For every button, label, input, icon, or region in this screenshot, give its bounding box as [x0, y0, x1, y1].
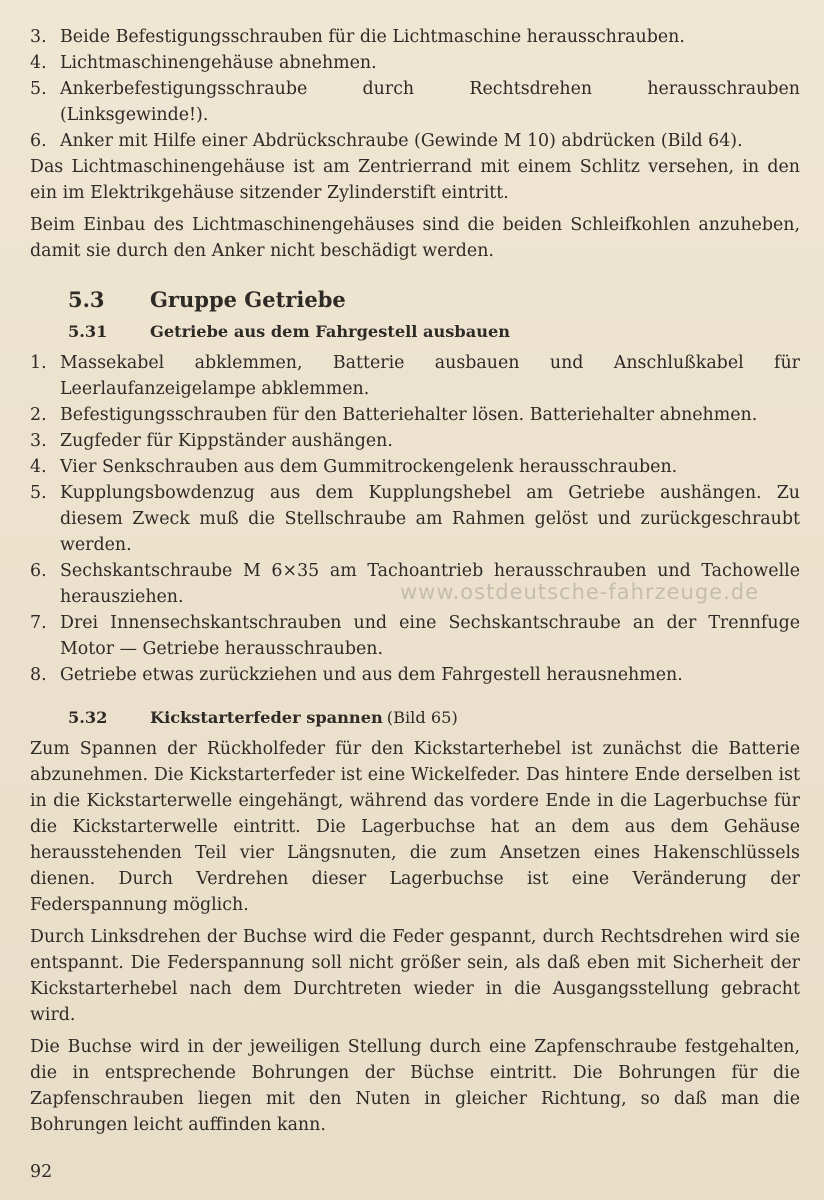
step-text: Kupplungsbowdenzug aus dem Kupplungshebel am Getriebe aushängen. Zu diesem Zweck muß die Stellschraube am Rahmen gelöst und zurückgeschraubt werden.: [60, 483, 800, 555]
step-text: Massekabel abklemmen, Batterie ausbauen und Anschlußkabel für Leerlaufanzeigelampe abklemmen.: [60, 353, 800, 399]
list-item: [30, 402, 800, 428]
removal-step-list: [30, 350, 800, 688]
subsection-heading: [68, 706, 800, 730]
list-item: [30, 454, 800, 480]
subsection-number: 5.32: [68, 708, 108, 727]
section-number: 5.3: [68, 287, 105, 312]
intro-step-list: [30, 24, 800, 154]
page-number: 92: [30, 1162, 53, 1182]
subsection-number: 5.31: [68, 322, 108, 341]
step-text: Befestigungsschrauben für den Batteriehalter lösen. Batteriehalter abnehmen.: [60, 405, 758, 425]
list-item: [30, 76, 800, 128]
list-item: [30, 50, 800, 76]
section-title: Gruppe Getriebe: [150, 287, 346, 312]
paragraph: Beim Einbau des Lichtmaschinengehäuses sind die beiden Schleifkohlen anzuheben, damit sie durch den Anker nicht beschädigt werden.: [30, 215, 800, 261]
step-text: Sechskantschraube M 6×35 am Tachoantrieb herausschrauben und Tachowelle herausziehen.: [60, 561, 800, 607]
list-item: [30, 610, 800, 662]
step-number: 8.: [30, 665, 47, 685]
step-text: Beide Befestigungsschrauben für die Lichtmaschine herausschrauben.: [60, 27, 685, 47]
step-number: 4.: [30, 457, 47, 477]
subsection-heading: [68, 320, 800, 344]
paragraph: Die Buchse wird in der jeweiligen Stellung durch eine Zapfenschraube festgehalten, die in entsprechende Bohrungen der Büchse eintritt. Die Bohrungen für die Zapfenschrauben liegen mit den Nuten in gleicher Richtung, so daß man die Bohrungen leicht auffinden kann.: [30, 1037, 800, 1135]
list-item: [30, 128, 800, 154]
step-text: Getriebe etwas zurückziehen und aus dem Fahrgestell herausnehmen.: [60, 665, 683, 685]
step-text: Vier Senkschrauben aus dem Gummitrockengelenk herausschrauben.: [60, 457, 678, 477]
figure-reference: (Bild 65): [386, 708, 458, 727]
step-text: Zugfeder für Kippständer aushängen.: [60, 431, 393, 451]
list-item: [30, 24, 800, 50]
paragraph: Zum Spannen der Rückholfeder für den Kickstarterhebel ist zunächst die Batterie abzunehmen. Die Kickstarterfeder ist eine Wickelfeder. Das hintere Ende derselben ist in die Kickstarterwelle eingehängt, während das vordere Ende in die Lagerbuchse für die Kickstarterwelle eintritt. Die Lagerbuchse hat an dem aus dem Gehäuse herausstehenden Teil vier Längsnuten, die zum Ansetzen eines Hakenschlüssels dienen. Durch Verdrehen dieser Lagerbuchse ist eine Veränderung der Federspannung möglich.: [30, 739, 800, 915]
step-number: 3.: [30, 431, 47, 451]
step-number: 3.: [30, 27, 47, 47]
list-item: [30, 428, 800, 454]
list-item: [30, 662, 800, 688]
step-number: 6.: [30, 131, 47, 151]
step-text: Drei Innensechskantschrauben und eine Sechskantschraube an der Trennfuge Motor — Getriebe herausschrauben.: [60, 613, 800, 659]
list-item: [30, 480, 800, 558]
step-number: 5.: [30, 79, 47, 99]
subsection-title: Getriebe aus dem Fahrgestell ausbauen: [150, 322, 511, 341]
step-number: 2.: [30, 405, 47, 425]
step-number: 4.: [30, 53, 47, 73]
list-item: [30, 350, 800, 402]
step-number: 1.: [30, 353, 47, 373]
step-text: Anker mit Hilfe einer Abdrückschraube (Gewinde M 10) abdrücken (Bild 64).: [60, 131, 743, 151]
step-text: Lichtmaschinengehäuse abnehmen.: [60, 53, 377, 73]
step-number: 5.: [30, 483, 47, 503]
step-number: 7.: [30, 613, 47, 633]
step-number: 6.: [30, 561, 47, 581]
step-text: Ankerbefestigungsschraube durch Rechtsdrehen herausschrauben (Linksgewinde!).: [60, 79, 800, 125]
paragraph: Das Lichtmaschinengehäuse ist am Zentrierrand mit einem Schlitz versehen, in den ein im Elektrikgehäuse sitzender Zylinderstift eintritt.: [30, 157, 800, 203]
subsection-title: Kickstarterfeder spannen: [150, 708, 383, 727]
section-heading: [68, 286, 800, 314]
watermark: www.ostdeutsche-fahrzeuge.de: [400, 580, 760, 604]
paragraph: Durch Linksdrehen der Buchse wird die Feder gespannt, durch Rechtsdrehen wird sie entspannt. Die Federspannung soll nicht größer sein, als daß eben mit Sicherheit der Kickstarterhebel nach dem Durchtreten wieder in die Ausgangsstellung gebracht wird.: [30, 927, 800, 1025]
